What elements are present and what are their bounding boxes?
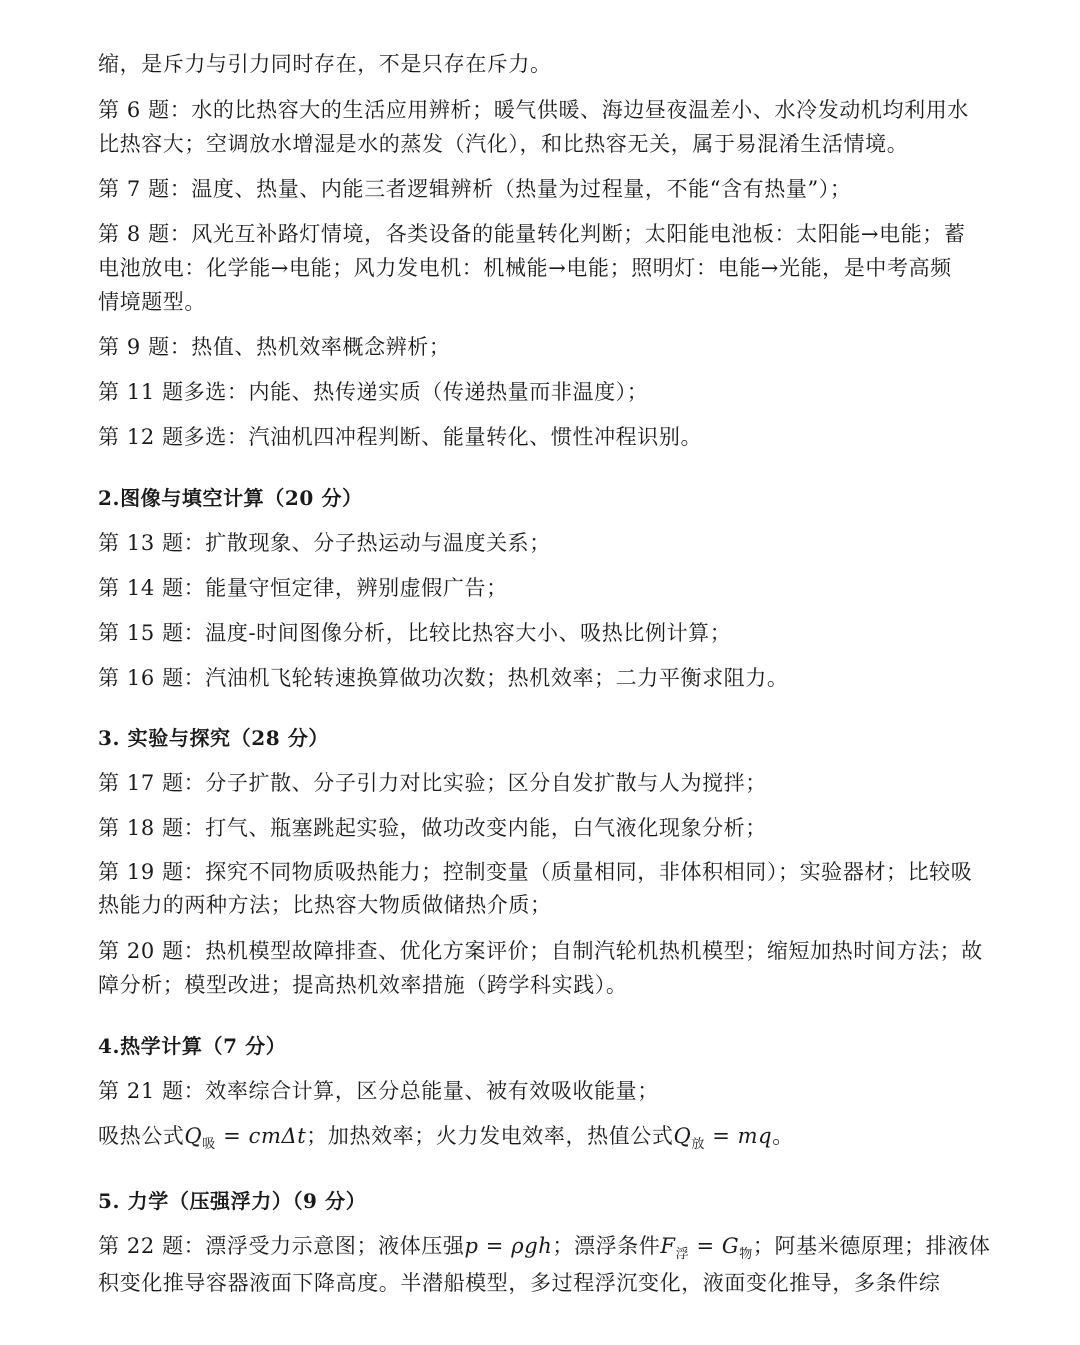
- math-symbol: F: [660, 1234, 676, 1258]
- text-line: 积变化推导容器液面下降高度。半潜船模型，多过程浮沉变化，液面变化推导，多条件综: [98, 1271, 941, 1295]
- section-heading: 2.图像与填空计算（20 分）: [98, 486, 363, 510]
- text-line: 第 6 题：水的比热容大的生活应用辨析；暖气供暖、海边昼夜温差小、水冷发动机均利用水: [98, 98, 969, 122]
- text-line: 缩，是斥力与引力同时存在，不是只存在斥力。: [98, 52, 552, 76]
- text-line: 第 11 题多选：内能、热传递实质（传递热量而非温度）；: [98, 380, 649, 404]
- text-line: 第 14 题：能量守恒定律，辨别虚假广告；: [98, 576, 508, 600]
- text-line: 第 13 题：扩散现象、分子热运动与温度关系；: [98, 531, 551, 555]
- text-line: 第 9 题：热值、热机效率概念辨析；: [98, 335, 451, 359]
- math-symbol: Q: [184, 1124, 203, 1148]
- text-segment: ；漂浮条件: [552, 1234, 661, 1258]
- math-subscript: 吸: [202, 1137, 216, 1153]
- text-line: 第 20 题：热机模型故障排查、优化方案评价；自制汽轮机热机模型；缩短加热时间方法；故: [98, 939, 983, 963]
- text-segment: ；阿基米德原理；排液体: [752, 1234, 991, 1258]
- text-line: 第 19 题：探究不同物质吸热能力；控制变量（质量相同，非体积相同）；实验器材；比较吸: [98, 860, 973, 884]
- math-expression: p = ρgh: [464, 1234, 553, 1258]
- text-line: 情境题型。: [98, 290, 206, 314]
- section-heading: 3. 实验与探究（28 分）: [98, 726, 330, 750]
- text-line: 第 16 题：汽油机飞轮转速换算做功次数；热机效率；二力平衡求阻力。: [98, 666, 789, 690]
- text-line: 第 21 题：效率综合计算，区分总能量、被有效吸收能量；: [98, 1079, 659, 1103]
- text-line: 第 7 题：温度、热量、内能三者逻辑辨析（热量为过程量，不能“含有热量”）；: [98, 177, 852, 201]
- math-symbol: Q: [673, 1124, 692, 1148]
- text-segment: 吸热公式: [98, 1124, 185, 1148]
- text-line: 电池放电：化学能→电能；风力发电机：机械能→电能；照明灯：电能→光能，是中考高频: [98, 256, 952, 280]
- text-line: 第 18 题：打气、瓶塞跳起实验，做功改变内能，白气液化现象分析；: [98, 816, 767, 840]
- text-line: 热能力的两种方法；比热容大物质做储热介质；: [98, 893, 552, 917]
- text-segment: ；加热效率；火力发电效率，热值公式: [306, 1124, 674, 1148]
- math-subscript: 放: [691, 1137, 705, 1153]
- math-expression: = mq: [704, 1124, 773, 1148]
- section-heading: 5. 力学（压强浮力）（9 分）: [98, 1189, 367, 1213]
- math-expression: = cmΔt: [215, 1124, 307, 1148]
- math-expression: = G: [689, 1234, 740, 1258]
- text-line: 比热容大；空调放水增湿是水的蒸发（汽化），和比热容无关，属于易混淆生活情境。: [98, 132, 909, 156]
- math-subscript: 浮: [675, 1247, 690, 1263]
- text-segment: 。: [772, 1124, 794, 1148]
- text-line: 第 17 题：分子扩散、分子引力对比实验；区分自发扩散与人为搅拌；: [98, 771, 767, 795]
- formula-line: [98, 1119, 988, 1162]
- text-line: 第 12 题多选：汽油机四冲程判断、能量转化、惯性冲程识别。: [98, 425, 703, 449]
- text-segment: 第 22 题：漂浮受力示意图；液体压强: [98, 1234, 465, 1258]
- text-line: 第 15 题：温度-时间图像分析，比较比热容大小、吸热比例计算；: [98, 621, 732, 645]
- math-subscript: 物: [739, 1247, 753, 1263]
- text-line: 障分析；模型改进；提高热机效率措施（跨学科实践）。: [98, 973, 628, 997]
- text-line: 第 8 题：风光互补路灯情境，各类设备的能量转化判断；太阳能电池板：太阳能→电能；蓄: [98, 222, 966, 246]
- section-heading: 4.热学计算（7 分）: [98, 1034, 287, 1058]
